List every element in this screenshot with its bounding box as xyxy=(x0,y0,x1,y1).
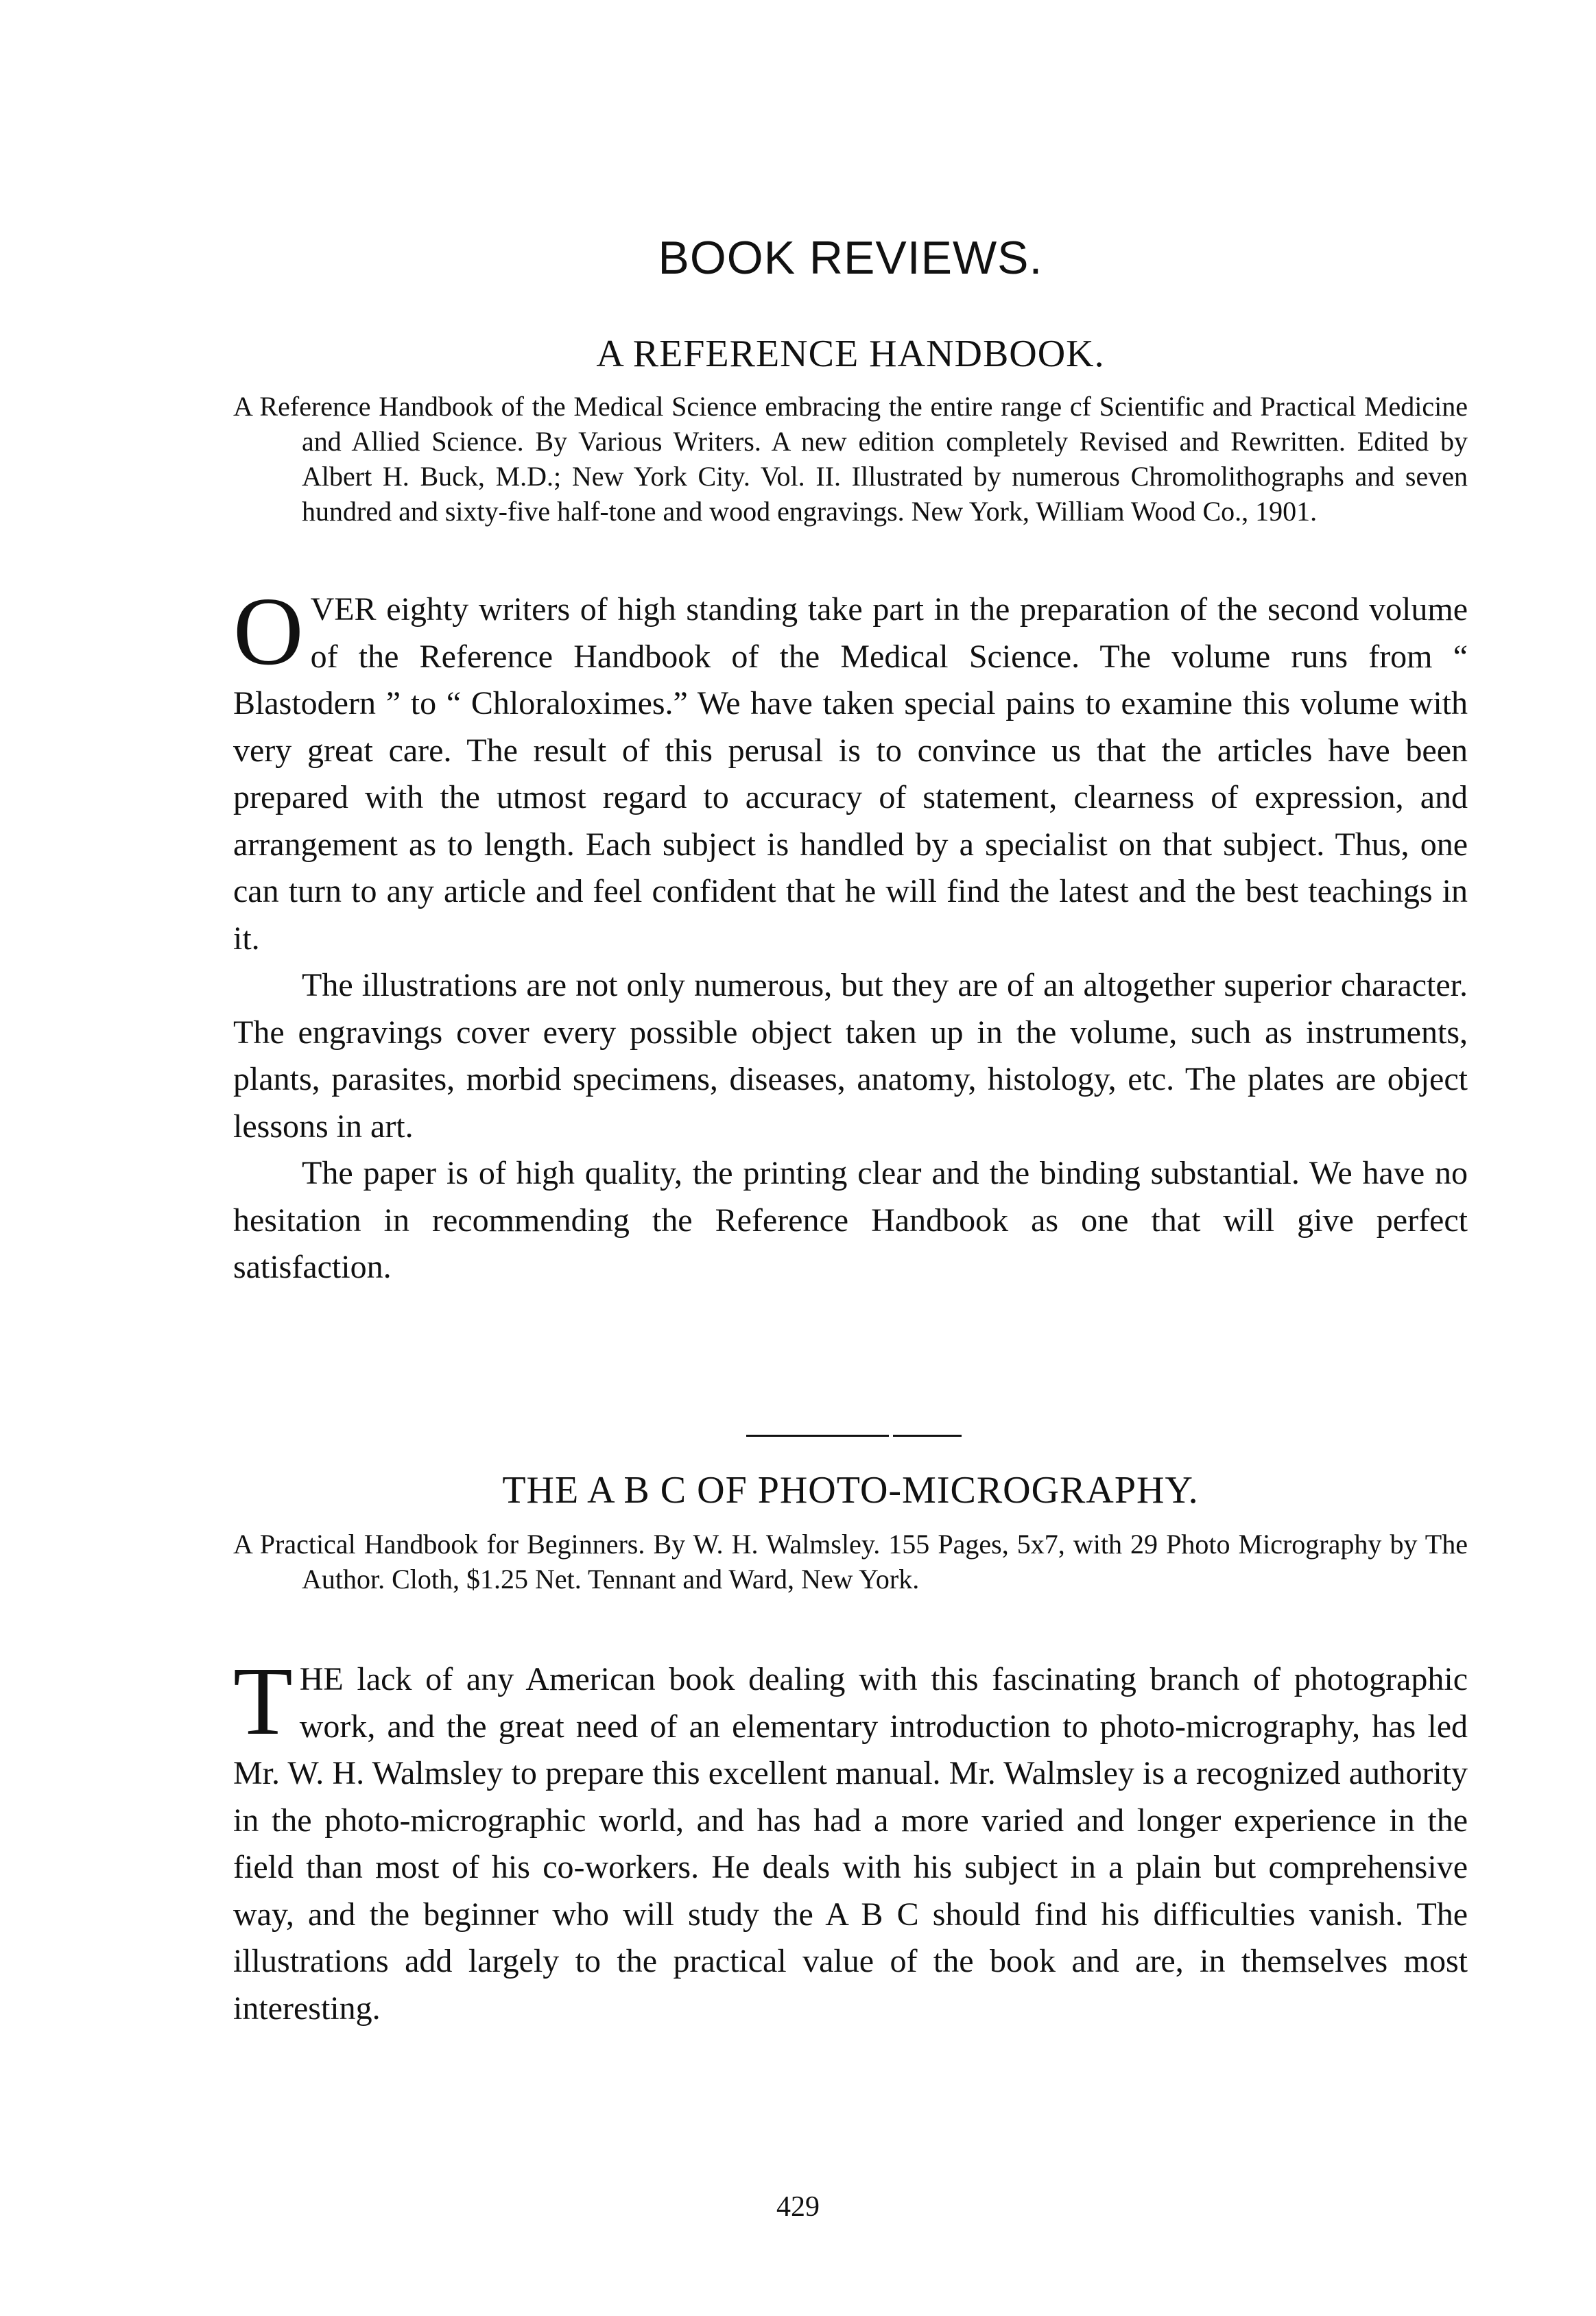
review-1-paragraph-3: The paper is of high quality, the printing clear and the binding substantial. We have no hesitation in recommending the Reference Handbook as one that will give perfect satisfaction. xyxy=(233,1155,1468,1285)
review-2-paragraph-1 xyxy=(233,1647,1468,2032)
review-2-body xyxy=(233,1647,1468,2032)
review-2-title: THE A B C OF PHOTO-MICROGRAPHY. xyxy=(502,1469,1199,1512)
review-2-citation-text: A Practical Handbook for Beginners. By W. H. Walmsley. 155 Pages, 5x7, with 29 Photo Micrography by The Author. Cloth, $1.25 Net. Tennant and Ward, New York. xyxy=(233,1529,1468,1595)
review-1-title: A REFERENCE HANDBOOK. xyxy=(596,333,1105,375)
review-1-paragraph-1 xyxy=(233,577,1468,962)
review-2-dropcap: T xyxy=(233,1647,293,1755)
review-1-paragraph-1-text: VER eighty writers of high standing take part in the preparation of the second volume of the Reference Handbook of the Medical Science. The volume runs from “ Blastodern ” to “ Chloraloximes.” We have taken special pains to examine this volume with very great care. The result of this perusal is to convince us that the articles have been prepared with the utmost regard to accuracy of statement, clearness of expression, and arrangement as to length. Each subject is handled by a specialist on that subject. Thus, one can turn to any article and feel confident that he will find the latest and the best teachings in it. xyxy=(233,591,1468,957)
section-divider-right xyxy=(893,1435,962,1437)
review-1-dropcap: O xyxy=(233,577,304,685)
review-2-paragraph-1-text: HE lack of any American book dealing with this fascinating branch of photographic work, and the great need of an elementary introduction to photo-micrography, has led Mr. W. H. Walmsley to prepare this excellent manual. Mr. Walmsley is a recognized authority in the photo-micrographic world, and has had a more varied and longer experience in the field than most of his co-workers. He deals with his subject in a plain but comprehensive way, and the beginner who will study the A B C should find his difficulties vanish. The illustrations add largely to the practical value of the book and are, in themselves most interesting. xyxy=(233,1661,1468,2027)
page-heading: BOOK REVIEWS. xyxy=(658,232,1043,284)
review-1-citation xyxy=(233,389,1468,529)
review-1-paragraph-2: The illustrations are not only numerous, but they are of an altogether superior character. The engravings cover every possible object taken up in the volume, such as instruments, plants, parasites, morbid specimens, diseases, anatomy, histology, etc. The plates are object lessons in art. xyxy=(233,967,1468,1145)
review-1-body xyxy=(233,577,1468,1291)
review-1-citation-text: A Reference Handbook of the Medical Science embracing the entire range cf Scientific and Practical Medicine and Allied Science. By Various Writers. A new edition completely Revised and Rewritten. Edited by Albert H. Buck, M.D.; New York City. Vol. II. Illustrated by numerous Chromolithographs and seven hundred and sixty-five half-tone and wood engravings. New York, William Wood Co., 1901. xyxy=(233,391,1468,527)
section-divider-left xyxy=(746,1435,889,1437)
review-2-citation xyxy=(233,1527,1468,1597)
page-number: 429 xyxy=(776,2191,820,2223)
